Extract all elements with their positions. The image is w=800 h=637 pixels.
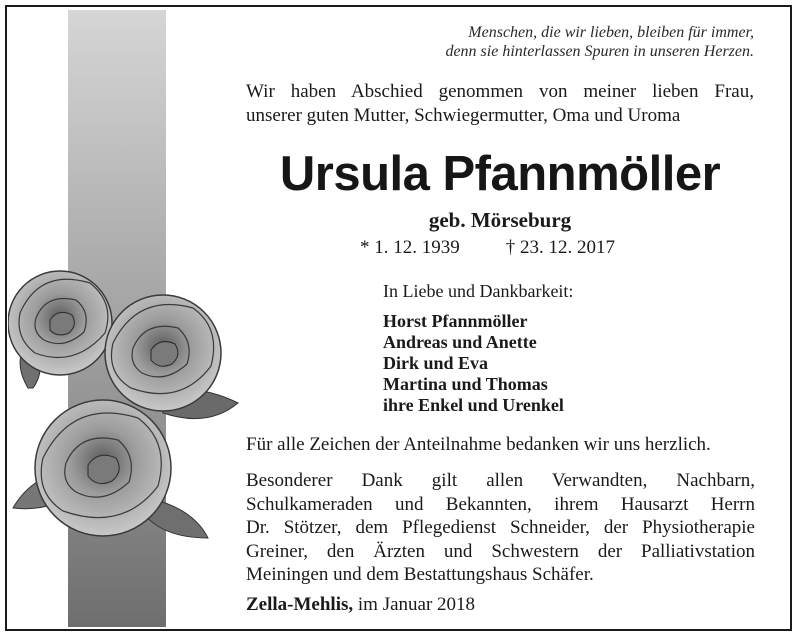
- mourner-name: Andreas und Anette: [383, 332, 537, 352]
- motto-quote: [445, 23, 754, 61]
- rose-bottom: [35, 400, 171, 536]
- place-and-date: [246, 594, 475, 616]
- motto-line: denn sie hinterlassen Spuren in unseren Herzen.: [445, 43, 754, 60]
- birth-name: geb. Mörseburg: [428, 208, 572, 232]
- special-thanks-line: Schulkameraden und Bekannten, ihrem Hausarzt Herrn: [246, 493, 755, 515]
- special-thanks: [246, 469, 755, 587]
- mourners-lead: In Liebe und Dankbarkeit:: [383, 281, 574, 301]
- roses-illustration: [8, 258, 243, 550]
- mourner-name: ihre Enkel und Urenkel: [383, 395, 564, 415]
- mourner-name: Dirk und Eva: [383, 353, 489, 373]
- general-thanks: Für alle Zeichen der Anteilnahme bedanken wir uns herzlich.: [246, 434, 711, 455]
- mourners-list: [383, 311, 573, 416]
- mourners-block: [383, 281, 573, 416]
- mourner-name: Martina und Thomas: [383, 374, 548, 394]
- date: im Januar 2018: [357, 594, 476, 615]
- intro-line: unserer guten Mutter, Schwiegermutter, Oma und Uroma: [246, 105, 681, 126]
- intro-line: Wir haben Abschied genommen von meiner lieben Frau,: [246, 81, 754, 102]
- rose-top-left: [8, 271, 112, 375]
- special-thanks-line: Dr. Stötzer, dem Pflegedienst Schneider, der Physiotherapie: [246, 517, 755, 538]
- special-thanks-line: Greiner, den Ärzten und Schwestern der Palliativstation: [246, 540, 755, 562]
- mourner-name: Horst Pfannmöller: [383, 311, 528, 331]
- intro-text: [246, 80, 754, 128]
- place: Zella-Mehlis,: [246, 594, 354, 615]
- special-thanks-line: Meiningen und dem Bestattungshaus Schäfer.: [246, 564, 594, 585]
- rose-top-right: [105, 295, 221, 411]
- life-dates: [360, 237, 615, 259]
- birth-date: * 1. 12. 1939: [360, 237, 460, 258]
- motto-line: Menschen, die wir lieben, bleiben für immer,: [468, 24, 754, 41]
- death-date: † 23. 12. 2017: [505, 237, 615, 258]
- deceased-name: Ursula Pfannmöller: [279, 147, 721, 201]
- special-thanks-line: Besonderer Dank gilt allen Verwandten, Nachbarn,: [246, 470, 755, 491]
